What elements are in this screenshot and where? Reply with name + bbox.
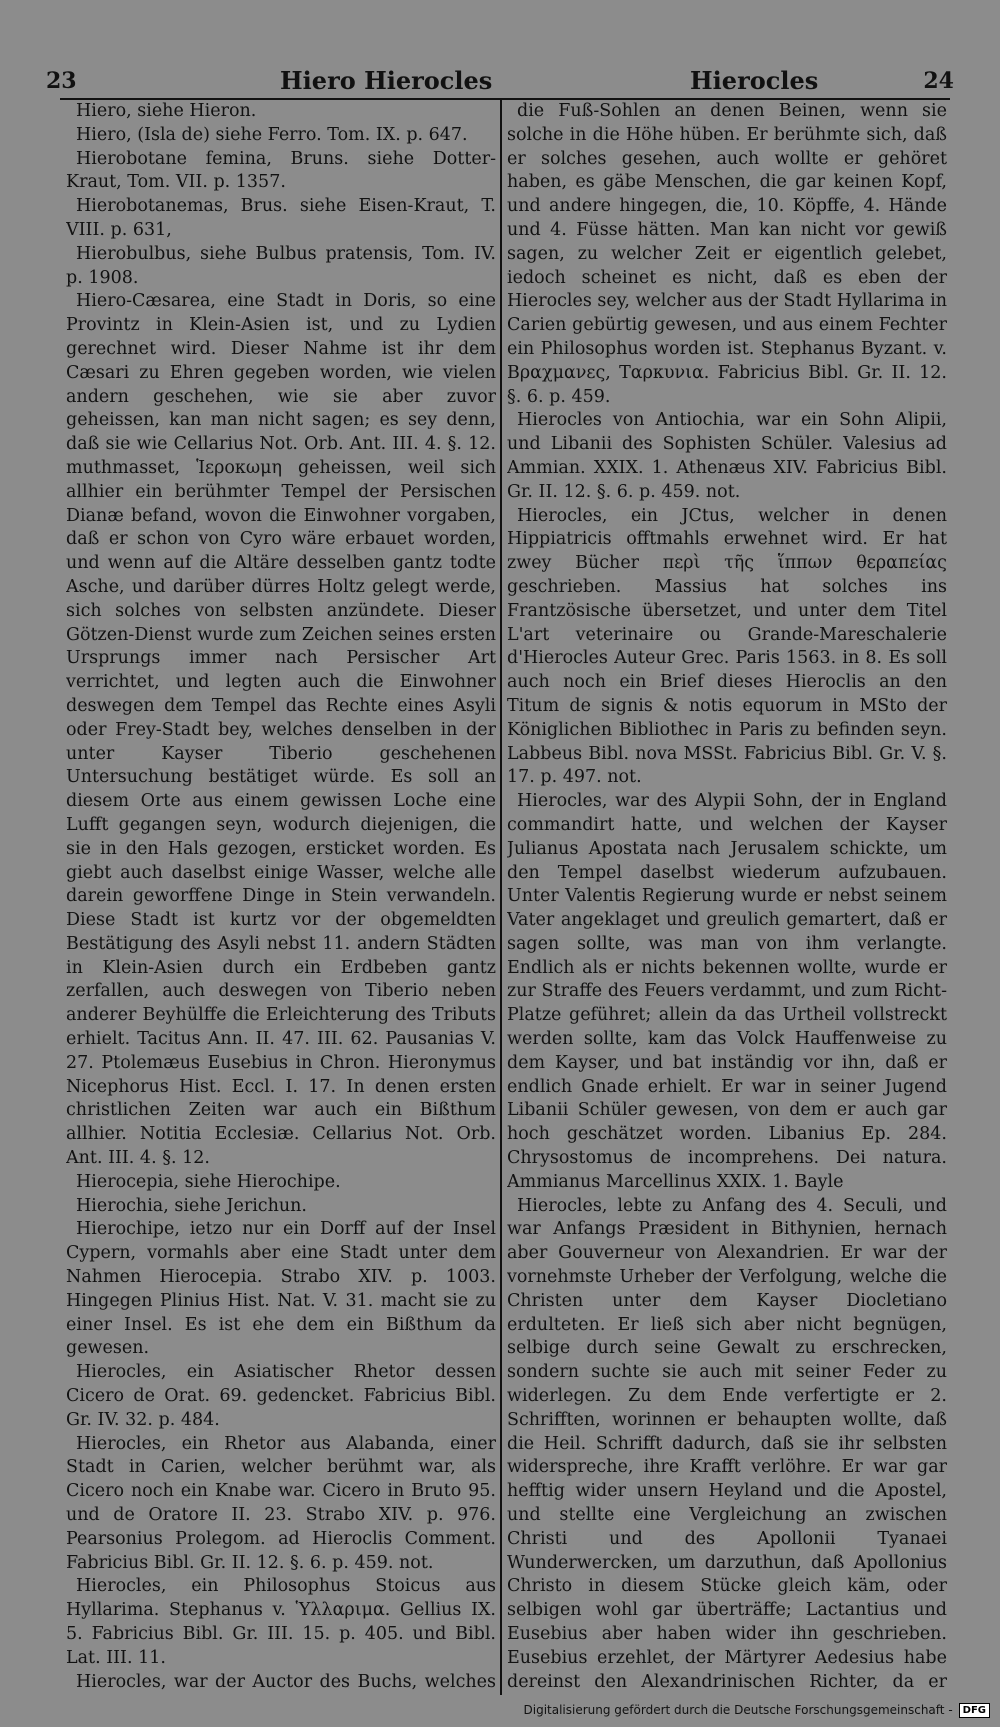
entry-paragraph: Hierobotane femina, Bruns. siehe Dotter-Kraut, Tom. VII. p. 1357. [66,148,496,193]
entry-paragraph: Hierobulbus, siehe Bulbus pratensis, Tom. IV. p. 1908. [66,243,496,288]
entry-paragraph: Hiero, siehe Hieron. [76,101,257,121]
entry-paragraph: Hierocles, war des Alypii Sohn, der in England commandirt hatte, und welchen der Kayser Julianus Apostata nach Jerusalem schickte, um den Tempel daselbst wiederum aufzubauen. Unter Valentis Regierung wurde er nebst seinem Vater angeklaget und greulich gemartert, daß er sagen sollte, was man von ihm verlangte. Endlich als er nichts bekennen wollte, wurde er zur Straffe des Feuers verdammt, und zum Richt-Platze geführet; allein da das Urtheil vollstreckt werden sollte, kam das Volck Hauffenweise zu dem Kayser, und bat inständig vor ihn, daß er endlich Gnade erhielt. Er war in seiner Jugend Libanii Schüler gewesen, von dem er auch gar hoch geschätzet worden. Libanius Ep. 284. Chrysostomus de incomprehens. Dei natura. Ammianus Marcellinus XXIX. 1. Bayle [507,791,947,1192]
column-divider [500,100,502,1695]
right-column [507,100,947,1695]
entry-paragraph: Hierocles, lebte zu Anfang des 4. Seculi, und war Anfangs Præsident in Bithynien, hernach aber Gouverneur von Alexandrien. Er war der vornehmste Urheber der Verfolgung, welche die Christen unter dem Kayser Diocletiano erdulteten. Er ließ sich aber nicht begnügen, selbige durch seine Gewalt zu erschrecken, sondern suchte sie auch mit seiner Feder zu widerlegen. Zu dem Ende verfertigte er 2. Schrifften, worinnen er behaupten wollte, daß die Heil. Schrifft dadurch, daß sie ihr selbsten widerspreche, ihre Krafft verlöhre. Er war gar hefftig wider unsern Heyland und die Apostel, und stellte eine Vergleichung an zwischen Christi und des Apollonii Tyanaei Wunderwercken, um darzuthun, daß Apollonius Christo in diesem Stücke gleich käm, oder selbigen wohl gar überträffe; Lactantius und Eusebius aber haben wider ihn geschrieben. Eusebius erzehlet, der Märtyrer Aedesius habe dereinst den Alexandrinischen Richter, da er [507,1195,947,1692]
entry-paragraph: Hierocles, ein Asiatischer Rhetor dessen Cicero de Orat. 69. gedencket. Fabricius Bibl. Gr. IV. 32. p. 484. [66,1362,496,1430]
entry-paragraph: Hierocles, ein Rhetor aus Alabanda, einer Stadt in Carien, welcher berühmt war, als Cicero noch ein Knabe war. Cicero in Bruto 95. und de Oratore II. 23. Strabo XIV. p. 976. Pearsonius Prolegom. ad Hieroclis Comment. Fabricius Bibl. Gr. II. 12. §. 6. p. 459. not. [66,1433,496,1573]
entry-paragraph: Hierocepia, siehe Hierochipe. [76,1171,341,1192]
entry-paragraph: Hiero, (Isla de) siehe Ferro. Tom. IX. p. 647. [76,124,468,145]
entry-paragraph: Hierocles von Antiochia, war ein Sohn Alipii, und Libanii des Sophisten Schüler. Valesius ad Ammian. XXIX. 1. Athenæus XIV. Fabricius Bibl. Gr. II. 12. §. 6. p. 459. not. [507,410,947,502]
right-running-head: Hierocles [690,66,819,95]
entry-paragraph: Hierocles, war der Auctor des Buchs, welches [76,1671,496,1692]
entry-paragraph: Hierocles, ein Philosophus Stoicus aus Hyllarima. Stephanus v. Ὑλλαριμα. Gellius IX. 5. Fabricius Bibl. Gr. III. 15. p. 405. und Bibl. Lat. III. 11. [66,1576,496,1668]
digitization-footer [524,1701,991,1719]
entry-paragraph: Hierochipe, ietzo nur ein Dorff auf der Insel Cypern, vormahls aber eine Stadt unter dem Nahmen Hierocepia. Strabo XIV. p. 1003. Hingegen Plinius Hist. Nat. V. 31. macht sie zu einer Insel. Es ist ehe dem ein Bißthum da gewesen. [66,1219,496,1359]
running-header [40,62,960,95]
footer-credit: Digitalisierung gefördert durch die Deutsche Forschungsgemeinschaft - [523,1703,953,1717]
entry-paragraph: Hiero-Cæsarea, eine Stadt in Doris, so eine Provintz in Klein-Asien ist, und zu Lydien gerechnet wird. Dieser Nahme ist ihr dem Cæsari zu Ehren gegeben worden, wie vielen andern geschehen, wie sie aber zuvor geheissen, kan man nicht sagen; es sey denn, daß sie wie Cellarius Not. Orb. Ant. III. 4. §. 12. muthmasset, Ἱεροκωμη geheissen, weil sich allhier ein berühmter Tempel der Persischen Dianæ befand, wovon die Einwohner vorgaben, daß er schon von Cyro wäre erbauet worden, und wenn auf die Altäre desselben gantz todte Asche, und darüber dürres Holtz gelegt werde, sich solches von selbsten anzündete. Dieser Götzen-Dienst wurde zum Zeichen seines ersten Ursprungs immer nach Persischer Art verrichtet, und legten auch die Einwohner deswegen dem Tempel das Rechte eines Asyli oder Frey-Stadt bey, welches denselben in der unter Kayser Tiberio geschehenen Untersuchung bestätiget würde. Es soll an diesem Orte aus einem gewissen Loche eine Lufft gegangen seyn, wodurch diejenigen, die sie in den Hals gezogen, ersticket worden. Es giebt auch daselbst einige Wasser, welche alle darein geworffene Dinge in Stein verwandeln. Diese Stadt ist kurtz vor der obgemeldten Bestätigung des Asyli nebst 11. andern Städten in Klein-Asien durch ein Erdbeben gantz zerfallen, auch deswegen von Tiberio neben anderer Beyhülffe die Erleichterung des Tributs erhielt. Tacitus Ann. II. 47. III. 62. Pausanias V. 27. Ptolemæus Eusebius in Chron. Hieronymus Nicephorus Hist. Eccl. I. 17. In denen ersten christlichen Zeiten war auch ein Bißthum allhier. Notitia Ecclesiæ. Cellarius Not. Orb. Ant. III. 4. §. 12. [66,291,496,1169]
left-page-number: 23 [46,68,77,94]
entry-paragraph: Hierochia, siehe Jerichun. [76,1195,307,1216]
right-page-number: 24 [923,68,954,94]
entry-paragraph: Hierobotanemas, Brus. siehe Eisen-Kraut, T. VIII. p. 631, [66,196,496,240]
left-column [66,100,496,1695]
dfg-logo: DFG [959,1703,990,1718]
entry-paragraph: die Fuß-Sohlen an denen Beinen, wenn sie solche in die Höhe hüben. Er berühmte sich, daß er solches gesehen, auch wollte er gehöret haben, es gäbe Menschen, die gar keinen Kopf, und andere hingegen, die, 10. Köpffe, 4. Hände und 4. Füsse hätten. Man kan nicht vor gewiß sagen, zu welcher Zeit er eigentlich gelebet, iedoch scheinet es nicht, daß es eben der Hierocles sey, welcher aus der Stadt Hyllarima in Carien gebürtig gewesen, und aus einem Fechter ein Philosophus worden ist. Stephanus Byzant. v. Βραχμανες, Ταρκυνια. Fabricius Bibl. Gr. II. 12. §. 6. p. 459. [507,101,947,407]
entry-paragraph: Hierocles, ein JCtus, welcher in denen Hippiatricis offtmahls erwehnet wird. Er hat zwey Bücher περὶ τῆς ἵππων θεραπείας geschrieben. Massius hat solches ins Frantzösische übersetzet, und unter dem Titel L'art veterinaire ou Grande-Mareschalerie d'Hierocles Auteur Grec. Paris 1563. in 8. Es soll auch noch ein Brief dieses Hieroclis an den Titum de signis & notis equorum in MSto der Königlichen Bibliothec in Paris zu befinden seyn. Labbeus Bibl. nova MSSt. Fabricius Bibl. Gr. V. §. 17. p. 497. not. [507,505,947,788]
left-running-head: Hiero Hierocles [280,66,493,95]
